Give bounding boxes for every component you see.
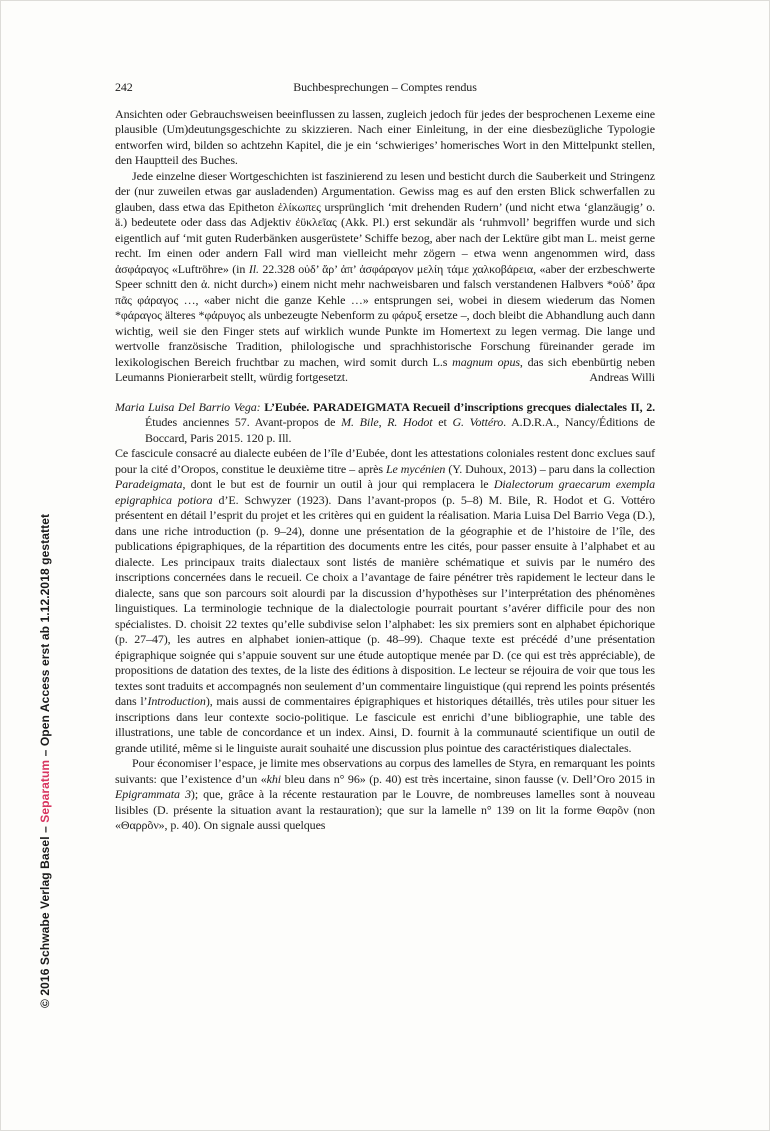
page-content — [115, 80, 655, 834]
review1-paragraph-2 — [115, 169, 655, 386]
review1-paragraph-2-text: Jede einzelne dieser Wortgeschichten ist faszinierend zu lesen und besticht durch die Sauberkeit und Stringenz der (nur zuweilen etwas gar ausladenden) Argumentation. Gewiss mag es auf den ersten Blick schwerfallen zu glauben, dass etwa das Epitheton ἑλίκωπες ursprünglich ‘mit drehenden Rudern’ (und nicht etwa ‘glanzäugig’ o. ä.) bedeutete oder dass das Adjektiv ἐϋκλεῖας (Akk. Pl.) erst sekundär als ‘ruhmvoll’ begriffen wurde und sich eigentlich auf ‘mit guten Ruderbänken ausgerüstete’ Schiffe bezog, aber nach der Lektüre gibt man L. meist gerne recht. Im einen oder andern Fall wird man vielleicht mehr zögern – etwa wenn angenommen wird, dass ἀσφάραγος «Luftröhre» (in Il. 22.328 οὐδ’ ἄρ’ ἀπ’ ἀσφάραγον μελίη τάμε χαλκοβάρεια, «aber der erzbeschwerte Speer schnitt den ἀ. nicht durch») einem nicht mehr nachweisbaren und falsch verstandenen Halbvers *οὐδ’ ἄρα πᾶς φάραγος …, «aber nicht die ganze Kehle …» entsprungen sei, wobei in diesem wiederum das Nomen *φάραγος älteres *φάρυγος als unbezeugte Nebenform zu φάρυξ ersetze –, doch bleibt die Abhandlung auch dann wichtig, weil sie den Finger stets auf wirklich wunde Punkte im Homertext zu legen vermag. Die lange und wertvolle französische Tradition, philologische und sprachhistorische Forschung füreinander gerade im lexikologischen Bereich fruchtbar zu machen, wird somit durch L.s magnum opus, das sich ebenbürtig neben Leumanns Pionierarbeit stellt, würdig fortgesetzt. — [115, 168, 655, 384]
page-header — [115, 80, 655, 96]
copyright-sidebar-vertical-text: © 2016 Schwabe Verlag Basel – Separatum – Open Access erst ab 1.12.2018 gestattet — [38, 513, 52, 1008]
reviewer-signature: Andreas Willi — [589, 370, 655, 384]
review2-paragraph-1: Ce fascicule consacré au dialecte eubéen de l’île d’Eubée, dont les attestations coloniales restent donc exclues sauf pour la cité d’Oropos, constitue le deuxième titre – après Le mycénien (Y. Duhoux, 2013) – paru dans la collection Paradeigmata, dont le but est de fournir un outil à jour qui remplacera le Dialectorum graecarum exempla epigraphica potiora d’E. Schwyzer (1923). Dans l’avant-propos (p. 5–8) M. Bile, R. Hodot et G. Vottéro présentent en détail l’esprit du projet et les critères qui en guident la réalisation. Maria Luisa Del Barrio Vega (D.), dans une riche introduction (p. 9–24), donne une présentation de la géographie et de l’histoire de l’île, des publications épigraphiques, de la répartition des documents entre les cités, pour passer ensuite à l’alphabet et au dialecte. Les principaux traits dialectaux sont listés de manière schématique et suivis par le numéro des inscriptions concernées dans le recueil. Ce choix a l’avantage de faire pénétrer très rapidement le lecteur dans le dialecte, sans que son parcours soit alourdi par la discussion d’hypothèses sur l’interprétation des phénomènes linguistiques. La terminologie technique de la dialectologie pourrait pourtant s’avérer difficile pour des non spécialistes. D. choisit 22 textes qu’elle subdivise selon l’alphabet: les six premiers sont en alphabet épichorique (p. 27–47), les autres en alphabet ionien-attique (p. 48–99). Chaque texte est précédé d’une présentation épigraphique soignée qui s’appuie souvent sur une étude autoptique menée par D. (ce qui est très appréciable), de propositions de datation des textes, de la liste des éditions à disposition. Le lecteur se réjouira de voir que tous les textes sont traduits et accompagnés non seulement d’un commentaire linguistique (qui reprend les points présentés dans l’Introduction), mais aussi de commentaires épigraphiques et historiques détaillés, très utiles pour situer les inscriptions dans leur contexte socio-politique. Le fascicule est enrichi d’une bibliographie, une table des illustrations, une table de concordance et un index. Ainsi, D. fournit à la communauté scientifique un outil de grande utilité, même si le linguiste aurait souhaité une discussion plus pointue des caractéristiques dialectales. — [115, 446, 656, 755]
running-title: Buchbesprechungen – Comptes rendus — [293, 80, 477, 94]
page-number: 242 — [115, 80, 133, 94]
review2-heading: Maria Luisa Del Barrio Vega: L’Eubée. PARADEIGMATA Recueil d’inscriptions grecques dialectales II, 2. Études anciennes 57. Avant-propos de M. Bile, R. Hodot et G. Vottéro. A.D.R.A., Nancy/Éditions de Boccard, Paris 2015. 120 p. Ill. — [115, 399, 656, 445]
review2-paragraph-2: Pour économiser l’espace, je limite mes observations au corpus des lamelles de Styra, en remarquant les points suivants: que l’existence d’un «khi bleu dans n° 96» (p. 40) est très incertaine, sinon fausse (v. Dell’Oro 2015 in Epigrammata 3); que, grâce à la récente restauration par le Louvre, de nombreuses lamelles sont à nouveau lisibles (D. présente la situation avant la restauration); que sur la lamelle n° 139 on lit la forme Θαρõν (non «Θαρρõν», p. 40). On signale aussi quelques — [115, 756, 656, 832]
review1-paragraph-1: Ansichten oder Gebrauchsweisen beeinflussen zu lassen, zugleich jedoch für jedes der besprochenen Lexeme eine plausible (Um)deutungsgeschichte zu skizzieren. Nach einer Einleitung, in der eine diesbezügliche Typologie entworfen wird, bilden so achtzehn Kapitel, die je ein ‘schwieriges’ homerisches Wort in den Mittelpunkt stellen, den Hauptteil des Buches. — [115, 106, 655, 167]
